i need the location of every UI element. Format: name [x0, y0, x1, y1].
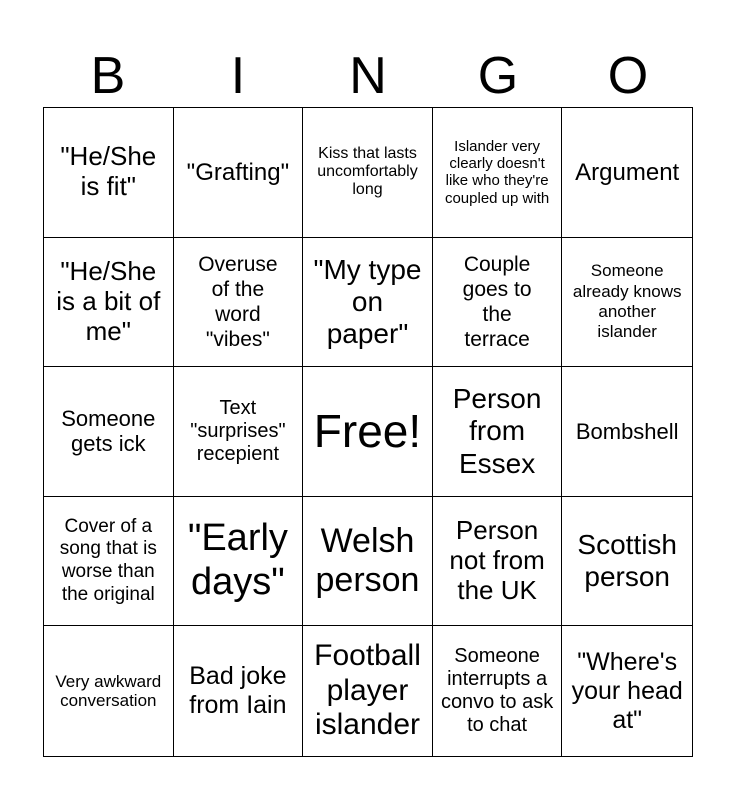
bingo-cell[interactable]: Football player islander — [303, 626, 433, 756]
header-letter-n: N — [349, 47, 387, 105]
bingo-cell[interactable]: "Grafting" — [174, 108, 304, 238]
bingo-grid — [43, 107, 693, 757]
bingo-cell[interactable]: Very awkward conversation — [44, 626, 174, 756]
bingo-cell[interactable]: Bombshell — [562, 367, 692, 497]
bingo-cell[interactable]: Welsh person — [303, 497, 433, 627]
header-letter-g: G — [477, 47, 519, 105]
bingo-cell[interactable]: "Where's your head at" — [571, 648, 683, 734]
bingo-cell[interactable]: Scottish person — [562, 497, 692, 627]
bingo-cell[interactable]: "He/She is a bit of me" — [44, 238, 174, 368]
bingo-cell[interactable]: Someone already knows another islander — [562, 238, 692, 368]
bingo-cell[interactable]: Person from Essex — [433, 367, 563, 497]
bingo-cell[interactable]: Person not from the UK — [433, 497, 563, 627]
bingo-cell[interactable]: Text "surprises" recepient — [174, 367, 304, 497]
header-letter-i: I — [230, 47, 246, 105]
header-letter-o: O — [607, 47, 649, 105]
bingo-cell[interactable]: Someone gets ick — [44, 367, 174, 497]
header-letter-b: B — [90, 47, 126, 105]
bingo-header — [43, 46, 693, 106]
bingo-cell[interactable]: Cover of a song that is worse than the original — [44, 497, 174, 627]
bingo-cell[interactable]: "Early days" — [174, 497, 304, 627]
bingo-cell[interactable]: Couple goes to the terrace — [433, 238, 563, 368]
bingo-cell[interactable]: Kiss that lasts uncomfortably long — [303, 108, 433, 238]
bingo-cell[interactable]: Argument — [562, 108, 692, 238]
bingo-cell[interactable]: "He/She is fit" — [44, 108, 174, 238]
bingo-cell[interactable]: Bad joke from Iain — [174, 626, 304, 756]
bingo-cell[interactable]: "My type on paper" — [303, 238, 433, 368]
bingo-cell[interactable]: Someone interrupts a convo to ask to chat — [433, 626, 563, 756]
bingo-cell[interactable]: Islander very clearly doesn't like who they're coupled up with — [433, 108, 563, 238]
bingo-cell[interactable]: Overuse of the word "vibes" — [174, 238, 304, 368]
bingo-cell[interactable]: Free! — [303, 367, 433, 497]
